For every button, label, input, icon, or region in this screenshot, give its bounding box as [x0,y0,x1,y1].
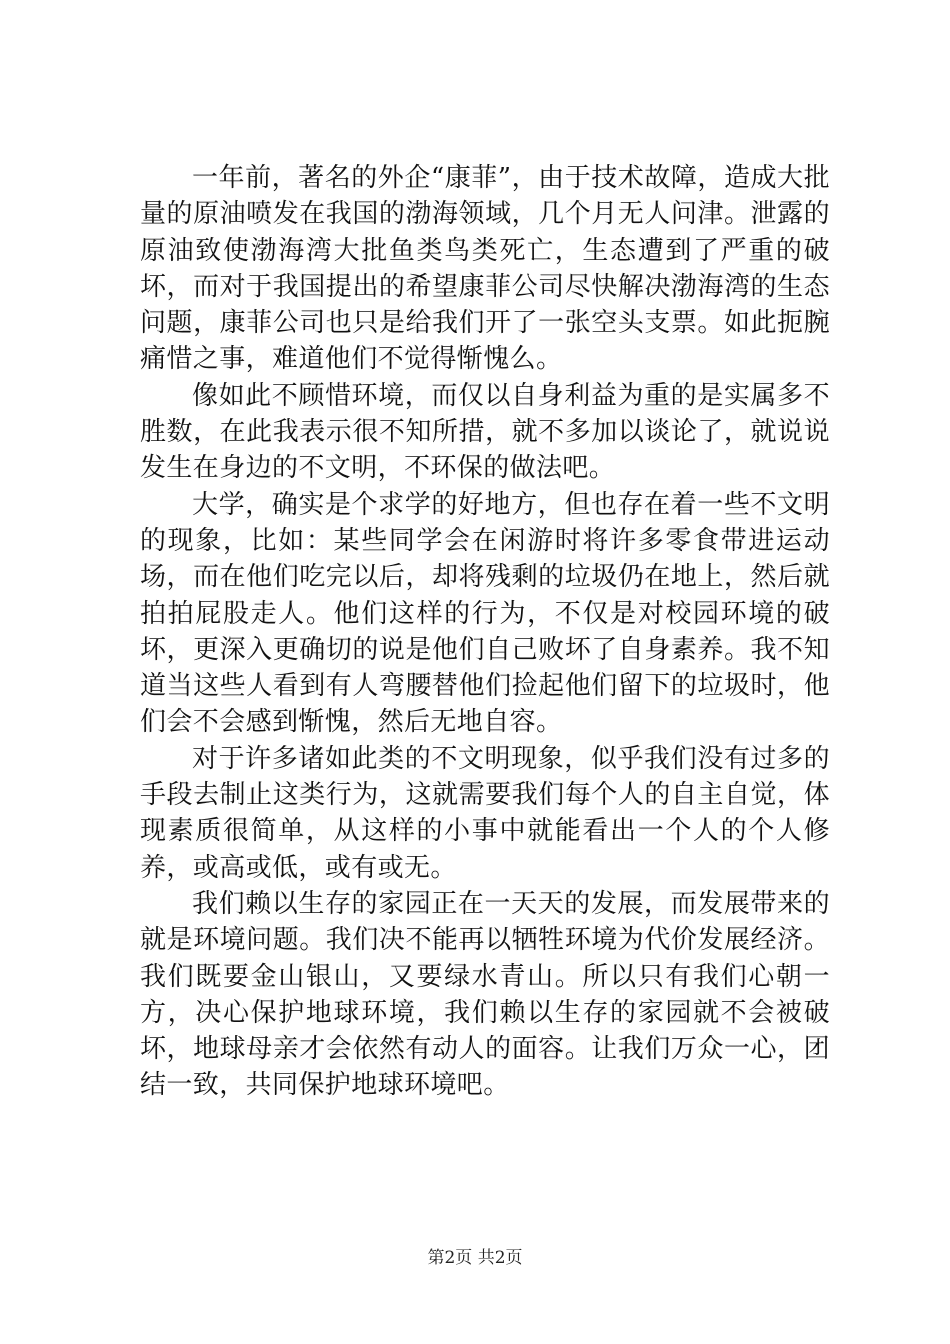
page-number-label: 第2页 共2页 [427,1248,523,1268]
document-body [140,160,830,1104]
paragraph-1: 一年前，著名的外企“康菲”，由于技术故障，造成大批量的原油喷发在我国的渤海领域，几个月无人问津。泄露的原油致使渤海湾大批鱼类鸟类死亡，生态遭到了严重的破坏，而对于我国提出的希望康菲公司尽快解决渤海湾的生态问题，康菲公司也只是给我们开了一张空头支票。如此扼腕痛惜之事，难道他们不觉得惭愧么。 [140,163,830,375]
page-footer [0,1243,950,1268]
paragraph-2: 像如此不顾惜环境，而仅以自身利益为重的是实属多不胜数，在此我表示很不知所措，就不多加以谈论了，就说说发生在身边的不文明，不环保的做法吧。 [140,380,830,484]
paragraph-3: 大学，确实是个求学的好地方，但也存在着一些不文明的现象，比如：某些同学会在闲游时将许多零食带进运动场，而在他们吃完以后，却将残剩的垃圾仍在地上，然后就拍拍屁股走人。他们这样的行为，不仅是对校园环境的破坏，更深入更确切的说是他们自己败坏了自身素养。我不知道当这些人看到有人弯腰替他们捡起他们留下的垃圾时，他们会不会感到惭愧，然后无地自容。 [140,489,830,738]
paragraph-4: 对于许多诸如此类的不文明现象，似乎我们没有过多的手段去制止这类行为，这就需要我们每个人的自主自觉，体现素质很简单，从这样的小事中就能看出一个人的个人修养，或高或低，或有或无。 [140,743,830,883]
paragraph-5: 我们赖以生存的家园正在一天天的发展，而发展带来的就是环境问题。我们决不能再以牺牲环境为代价发展经济。我们既要金山银山，又要绿水青山。所以只有我们心朝一方，决心保护地球环境，我们赖以生存的家园就不会被破坏，地球母亲才会依然有动人的面容。让我们万众一心，团结一致，共同保护地球环境吧。 [140,888,830,1101]
